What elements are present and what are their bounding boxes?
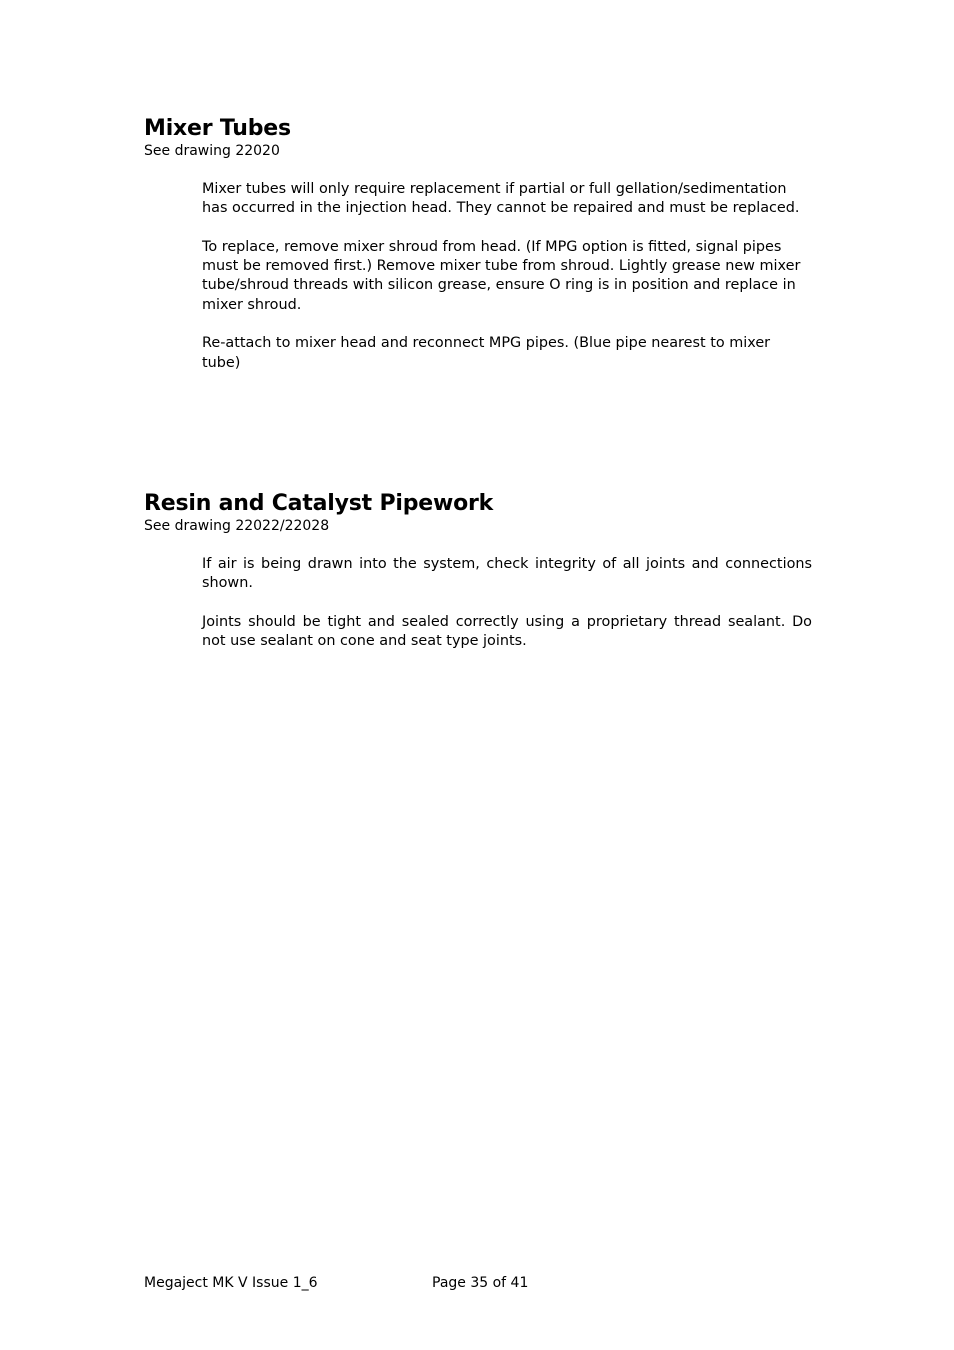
paragraph: Re-attach to mixer head and reconnect MPG pipes. (Blue pipe nearest to mixer tube) bbox=[202, 335, 771, 371]
paragraph: Mixer tubes will only require replacement if partial or full gellation/sedimentation has occurred in the injection head. They cannot be repaired and must be replaced. bbox=[202, 181, 800, 217]
paragraph: To replace, remove mixer shroud from head. (If MPG option is fitted, signal pipes must be removed first.) Remove mixer tube from shroud. Lightly grease new mixer tube/shroud threads with silicon grease, ensure O ring is in position and replace in mixer shroud. bbox=[202, 238, 801, 313]
section-title: Mixer Tubes bbox=[144, 116, 291, 141]
section-resin-catalyst-pipework bbox=[144, 491, 812, 671]
footer-page-number: Page 35 of 41 bbox=[432, 1275, 529, 1291]
paragraph: Joints should be tight and sealed correctly using a proprietary thread sealant. Do not use sealant on cone and seat type joints. bbox=[202, 613, 812, 650]
section-mixer-tubes bbox=[144, 116, 812, 392]
drawing-reference: See drawing 22020 bbox=[144, 143, 280, 159]
footer-document-id: Megaject MK V Issue 1_6 bbox=[144, 1275, 318, 1291]
section-body bbox=[202, 180, 812, 373]
section-title: Resin and Catalyst Pipework bbox=[144, 491, 494, 516]
paragraph: If air is being drawn into the system, check integrity of all joints and connections shown. bbox=[202, 556, 812, 592]
drawing-reference: See drawing 22022/22028 bbox=[144, 518, 330, 534]
section-body bbox=[202, 555, 812, 651]
